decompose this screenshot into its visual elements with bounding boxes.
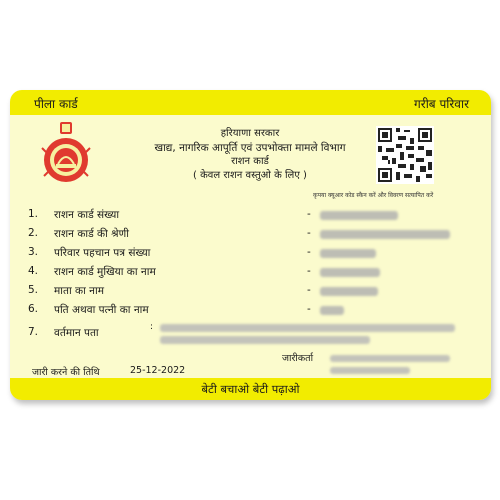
address-line-redacted (160, 324, 455, 332)
field-value-redacted (320, 306, 344, 315)
qr-code-icon (376, 126, 434, 184)
field-value-redacted (320, 268, 380, 277)
haryana-emblem-icon (40, 120, 92, 186)
field-separator: - (307, 265, 311, 277)
issue-date-value: 25-12-2022 (130, 365, 186, 376)
field-separator: - (307, 284, 311, 296)
field-spouse-name (10, 303, 491, 321)
field-label: राशन कार्ड संख्या (54, 209, 120, 221)
heading-line-department: खाद्य, नागरिक आपूर्ति एवं उपभोक्ता मामले विभाग (154, 142, 346, 154)
field-value-redacted (320, 230, 450, 239)
ration-card (10, 90, 491, 400)
address-value-redacted (160, 322, 460, 350)
field-separator: - (307, 246, 311, 258)
heading-line-purpose: ( केवल राशन वस्तुओ के लिए ) (193, 170, 307, 181)
field-value-redacted (320, 287, 378, 296)
field-ration-card-category (10, 227, 491, 245)
issue-date-label: जारी करने की तिथि (32, 367, 100, 378)
department-heading (90, 127, 410, 183)
field-value-redacted (320, 249, 376, 258)
field-number: 4. (28, 265, 39, 277)
field-head-name (10, 265, 491, 283)
field-label: राशन कार्ड की श्रेणी (54, 228, 129, 240)
footer-motto: बेटी बचाओ बेटी पढ़ाओ (201, 382, 300, 396)
field-label: माता का नाम (54, 285, 104, 297)
header-bar (10, 90, 491, 115)
field-number: 3. (28, 246, 39, 258)
issuer-line-redacted (330, 355, 450, 362)
issuer-line-redacted (330, 367, 410, 374)
field-label: वर्तमान पता (54, 327, 99, 339)
card-type-label: पीला कार्ड (34, 97, 78, 111)
field-number: 7. (28, 326, 39, 338)
field-separator: - (307, 208, 311, 220)
field-separator: - (307, 303, 311, 315)
field-number: 5. (28, 284, 39, 296)
field-number: 1. (28, 208, 39, 220)
heading-line-government: हरियाणा सरकार (220, 128, 280, 139)
footer-bar (10, 378, 491, 400)
heading-line-ration-card: राशन कार्ड (231, 156, 269, 167)
issuer-label: जारीकर्ता (282, 353, 314, 364)
field-number: 2. (28, 227, 39, 239)
field-label: राशन कार्ड मुखिया का नाम (54, 266, 156, 278)
family-category-label: गरीब परिवार (414, 97, 469, 111)
qr-verify-note: कृपया क्यूआर कोड स्कैन करें और विवरण सत्यापित करें (313, 192, 434, 199)
field-label: पति अथवा पत्नी का नाम (54, 304, 149, 316)
field-ration-card-number (10, 208, 491, 226)
address-line-redacted (160, 336, 370, 344)
address-separator: : (150, 322, 154, 332)
field-label: परिवार पहचान पत्र संख्या (54, 247, 151, 259)
field-mother-name (10, 284, 491, 302)
field-family-id-number (10, 246, 491, 264)
field-value-redacted (320, 211, 398, 220)
field-number: 6. (28, 303, 39, 315)
field-separator: - (307, 227, 311, 239)
